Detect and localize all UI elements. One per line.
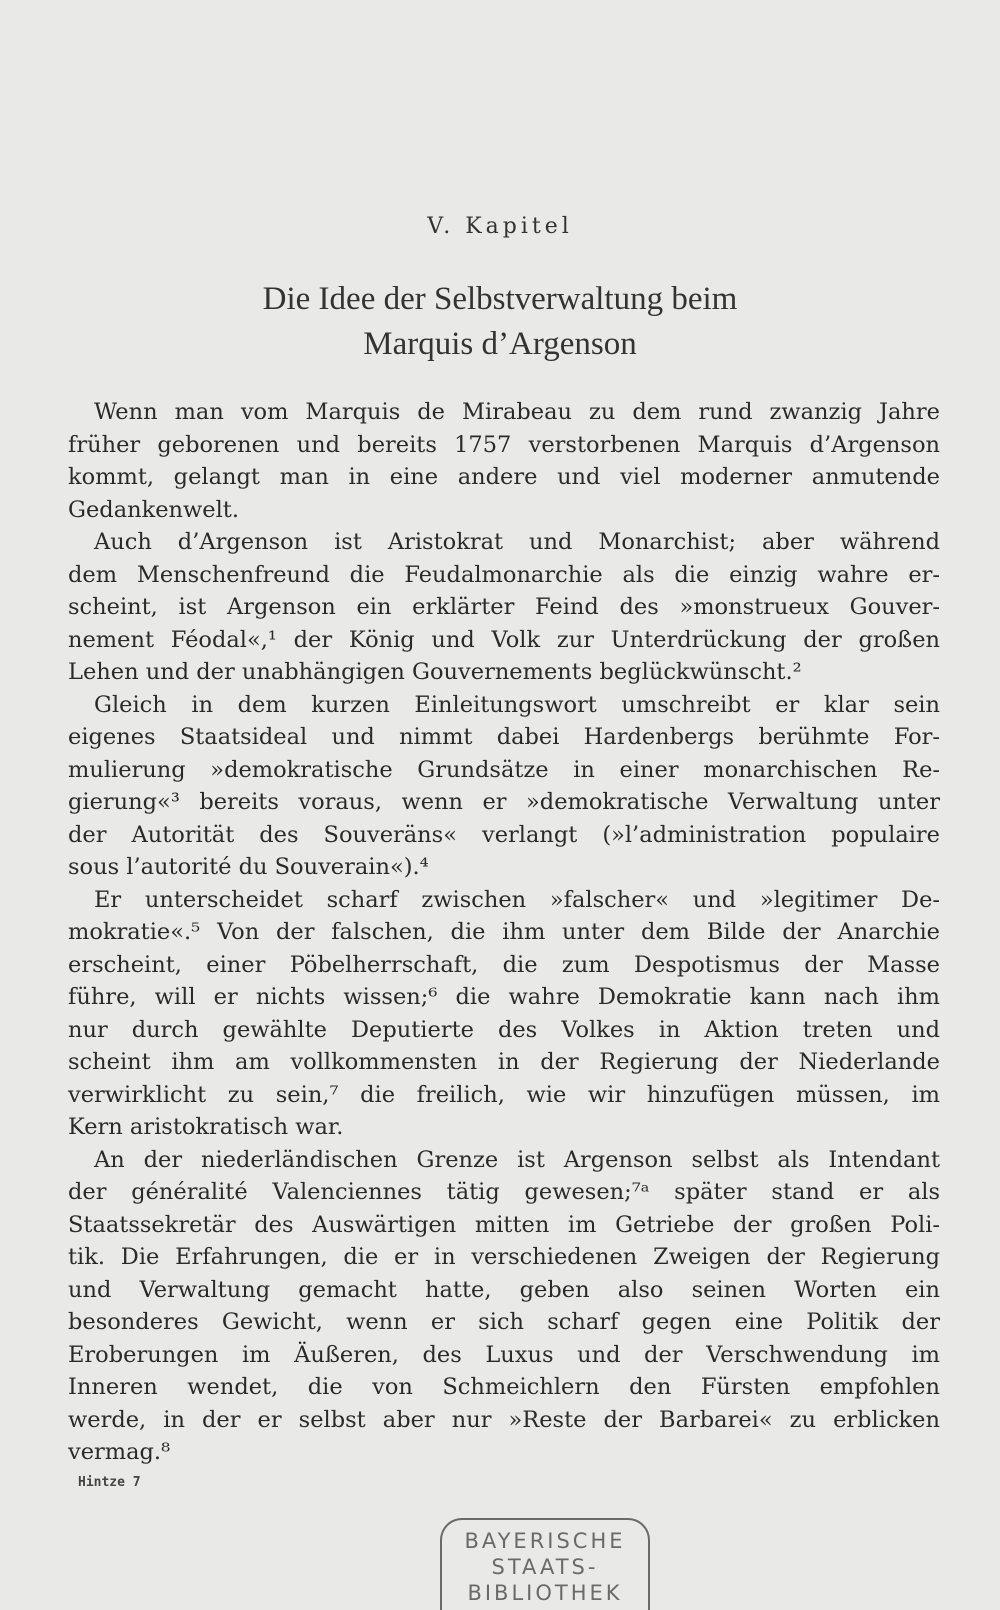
text-line: verwirklicht zu sein,⁷ die freilich, wie wir hinzufügen müssen, im bbox=[68, 1081, 940, 1108]
text-line: nur durch gewählte Deputierte des Volkes in Aktion treten und bbox=[68, 1016, 940, 1043]
text-line: nement Féodal«,¹ der König und Volk zur Unterdrückung der großen bbox=[68, 626, 940, 653]
text-line: der Autorität des Souveräns« verlangt (»l’administration populaire bbox=[68, 821, 940, 848]
paragraph bbox=[68, 689, 940, 884]
stamp-line: STAATS- bbox=[491, 1555, 599, 1579]
chapter-title bbox=[0, 277, 1000, 367]
text-line: Auch d’Argenson ist Aristokrat und Monarchist; aber während bbox=[94, 529, 940, 555]
text-line: scheint, ist Argenson ein erklärter Feind des »monstrueux Gouver- bbox=[68, 594, 940, 620]
title-line: Die Idee der Selbstverwaltung beim bbox=[262, 281, 738, 317]
text-line: erscheint, einer Pöbelherrschaft, die zum Despotismus der Masse bbox=[68, 951, 940, 978]
text-line: dem Menschenfreund die Feudalmonarchie als die einzig wahre er- bbox=[68, 561, 940, 588]
text-line: Inneren wendet, die von Schmeichlern den Fürsten empfohlen bbox=[68, 1374, 940, 1400]
text-line: Staatssekretär des Auswärtigen mitten im Getriebe der großen Poli- bbox=[68, 1211, 940, 1238]
text-line: kommt, gelangt man in eine andere und viel moderner anmutende bbox=[68, 464, 940, 490]
text-line: mokratie«.⁵ Von der falschen, die ihm unter dem Bilde der Anarchie bbox=[68, 919, 940, 945]
text-line: Kern aristokratisch war. bbox=[68, 1114, 344, 1140]
text-line: Eroberungen im Äußeren, des Luxus und der Verschwendung im bbox=[68, 1341, 940, 1368]
signature-mark: Hintze 7 bbox=[78, 1475, 141, 1490]
text-line: werde, in der er selbst aber nur »Reste der Barbarei« zu erblicken bbox=[68, 1406, 940, 1433]
paragraph bbox=[68, 396, 940, 526]
library-stamp bbox=[440, 1518, 650, 1610]
text-line: führe, will er nichts wissen;⁶ die wahre Demokratie kann nach ihm bbox=[68, 984, 940, 1010]
paragraph bbox=[68, 526, 940, 689]
stamp-line: BIBLIOTHEK bbox=[467, 1581, 623, 1605]
stamp-line: BAYERISCHE bbox=[464, 1529, 626, 1553]
text-line: Gleich in dem kurzen Einleitungswort umschreibt er klar sein bbox=[94, 691, 940, 718]
paragraph bbox=[68, 884, 940, 1144]
paragraph bbox=[68, 1144, 940, 1469]
text-line: sous l’autorité du Souverain«).⁴ bbox=[68, 854, 429, 880]
text-line: An der niederländischen Grenze ist Argenson selbst als Intendant bbox=[94, 1146, 940, 1173]
text-line: Er unterscheidet scharf zwischen »falscher« und »legitimer De- bbox=[94, 886, 940, 913]
text-line: mulierung »demokratische Grundsätze in einer monarchischen Re- bbox=[68, 756, 940, 783]
text-line: vermag.⁸ bbox=[68, 1439, 171, 1465]
text-line: gierung«³ bereits voraus, wenn er »demokratische Verwaltung unter bbox=[68, 789, 940, 815]
text-line: besonderes Gewicht, wenn er sich scharf gegen eine Politik der bbox=[68, 1309, 940, 1335]
title-line: Marquis d’Argenson bbox=[363, 326, 637, 362]
text-line: scheint ihm am vollkommensten in der Regierung der Niederlande bbox=[68, 1049, 940, 1075]
text-line: Lehen und der unabhängigen Gouvernements beglückwünscht.² bbox=[68, 659, 802, 685]
body-text bbox=[68, 396, 940, 1469]
chapter-label: V. Kapitel bbox=[427, 214, 573, 239]
text-line: früher geborenen und bereits 1757 verstorbenen Marquis d’Argenson bbox=[68, 431, 940, 458]
text-line: und Verwaltung gemacht hatte, geben also seinen Worten ein bbox=[68, 1276, 940, 1303]
text-line: tik. Die Erfahrungen, die er in verschiedenen Zweigen der Regierung bbox=[68, 1244, 940, 1270]
text-line: Gedankenwelt. bbox=[68, 496, 240, 523]
text-line: Wenn man vom Marquis de Mirabeau zu dem rund zwanzig Jahre bbox=[94, 399, 940, 425]
text-line: eigenes Staatsideal und nimmt dabei Hardenbergs berühmte For- bbox=[68, 724, 940, 750]
text-line: der généralité Valenciennes tätig gewesen;⁷ᵃ später stand er als bbox=[68, 1179, 940, 1205]
